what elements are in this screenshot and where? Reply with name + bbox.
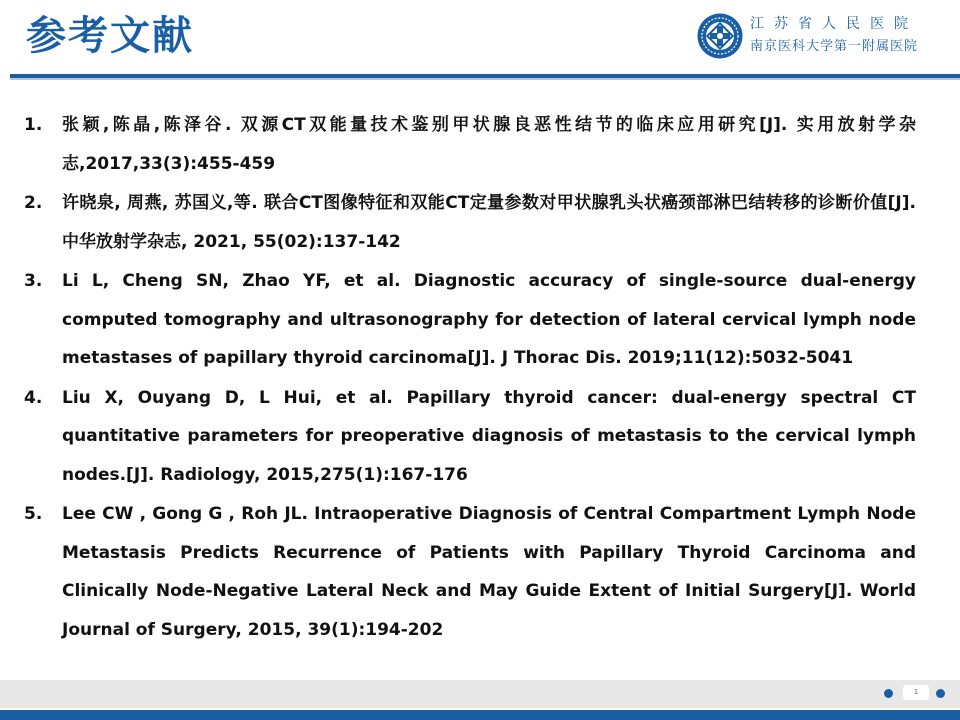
- reference-number: 3.: [24, 271, 43, 291]
- header-divider-shadow: [10, 78, 960, 80]
- reference-text: Lee CW , Gong G , Roh JL. Intraoperative Diagnosis of Central Compartment Lymph Node Metastasis Predicts Recurrence of Patients with Papillary Thyroid Carcinoma and Clinically Node-Negative Lateral Neck and May Guide Extent of Initial Surgery[J]. World Journal of Surgery, 2015, 39(1):194-202: [62, 504, 916, 640]
- slide-title: 参考文献: [26, 13, 194, 59]
- footer-line: [0, 710, 960, 720]
- reference-text: Liu X, Ouyang D, L Hui, et al. Papillary thyroid cancer: dual-energy spectral CT quantitative parameters for preoperative diagnosis of metastasis to the cervical lymph nodes.[J]. Radiology, 2015,275(1):167-176: [62, 387, 916, 485]
- reference-text: 许晓泉, 周燕, 苏国义,等. 联合CT图像特征和双能CT定量参数对甲状腺乳头状癌颈部淋巴结转移的诊断价值[J]. 中华放射学杂志, 2021, 55(02):137-142: [62, 193, 916, 252]
- hospital-affiliation: 南京医科大学第一附属医院: [750, 39, 919, 54]
- reference-number: 5.: [24, 504, 43, 524]
- reference-text: 张颖,陈晶,陈泽谷. 双源CT双能量技术鉴别甲状腺良恶性结节的临床应用研究[J]. 实用放射学杂志,2017,33(3):455-459: [62, 115, 916, 174]
- reference-number: 2.: [24, 193, 43, 213]
- reference-item: [24, 495, 916, 649]
- reference-number: 1.: [24, 115, 43, 135]
- reference-text: Li L, Cheng SN, Zhao YF, et al. Diagnostic accuracy of single-source dual-energy computed tomography and ultrasonography for detection of lateral cervical lymph node metastases of papillary thyroid carcinoma[J]. J Thorac Dis. 2019;11(12):5032-5041: [62, 271, 916, 368]
- hospital-seal-icon: [696, 12, 744, 60]
- reference-item: [24, 379, 916, 495]
- footer-dot-left: [884, 689, 893, 698]
- reference-item: [24, 184, 916, 261]
- reference-item: [24, 106, 916, 183]
- footer-dot-right: [936, 689, 945, 698]
- page-number: 1: [903, 685, 929, 700]
- hospital-logo: [696, 12, 946, 62]
- reference-number: 4.: [24, 387, 43, 408]
- footer-bar: [0, 680, 960, 708]
- reference-item: [24, 262, 916, 378]
- reference-list: [24, 106, 916, 650]
- hospital-name: 江苏省人民医院: [750, 16, 918, 32]
